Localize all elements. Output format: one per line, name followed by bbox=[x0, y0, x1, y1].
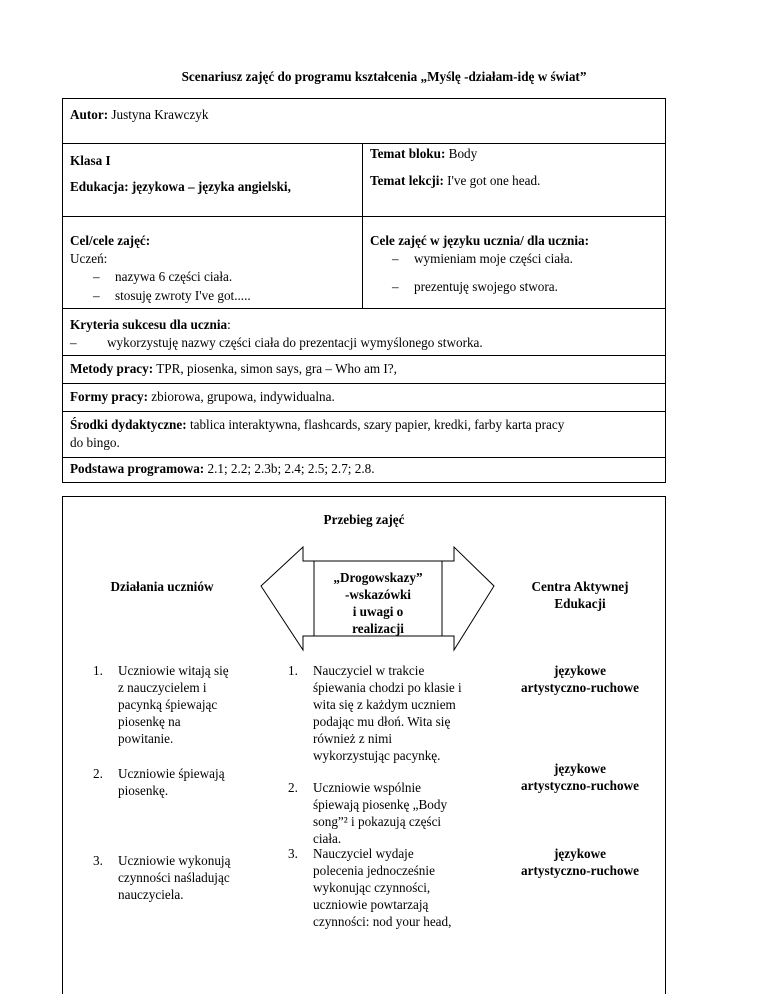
list-text-line: Nauczyciel w trakcie bbox=[313, 663, 425, 678]
podstawa-value: 2.1; 2.2; 2.3b; 2.4; 2.5; 2.7; 2.8. bbox=[204, 461, 375, 476]
list-text-line: pacynką śpiewając bbox=[118, 697, 218, 712]
cel-item-text: nazywa 6 części ciała. bbox=[115, 269, 233, 284]
kryteria-colon: : bbox=[227, 317, 231, 332]
list-text-line: wita się z każdym uczniem bbox=[313, 697, 456, 712]
col-header-left: Działania uczniów bbox=[110, 579, 214, 594]
list-text-line: wykonując czynności, bbox=[313, 880, 431, 895]
list-text-line: z nauczycielem i bbox=[118, 680, 207, 695]
cele-uczen-item-text: wymieniam moje części ciała. bbox=[414, 251, 573, 266]
dash-marker: – bbox=[392, 279, 399, 294]
list-text-line: powitanie. bbox=[118, 731, 174, 746]
col-header-mid bbox=[314, 569, 442, 637]
metody-label: Metody pracy: bbox=[70, 361, 154, 376]
list-text-line: Uczniowie witają się bbox=[118, 663, 229, 678]
list-text-line: piosenkę na bbox=[118, 714, 181, 729]
centrum-label: artystyczno-ruchowe bbox=[521, 778, 639, 793]
col-header-right bbox=[495, 578, 665, 612]
temat-lekcji-label: Temat lekcji: bbox=[370, 173, 444, 188]
list-number: 2. bbox=[288, 780, 298, 795]
temat-bloku-label: Temat bloku: bbox=[370, 146, 446, 161]
autor-label: Autor: bbox=[70, 107, 109, 122]
list-text-line: Uczniowie śpiewają bbox=[118, 766, 225, 781]
list-number: 1. bbox=[288, 663, 298, 678]
list-text-line: wykorzystując pacynkę. bbox=[313, 748, 441, 763]
cel-item-text: stosuję zwroty I've got..... bbox=[115, 288, 251, 303]
temat-lekcji-value: I've got one head. bbox=[443, 173, 541, 188]
formy-value: zbiorowa, grupowa, indywidualna. bbox=[148, 389, 335, 404]
right-list-item bbox=[495, 760, 665, 794]
col-header-mid-line: -wskazówki bbox=[345, 587, 411, 602]
autor-value: Justyna Krawczyk bbox=[108, 107, 209, 122]
list-text-line: śpiewają piosenkę „Body bbox=[313, 797, 448, 812]
list-number: 3. bbox=[288, 846, 298, 861]
kryteria-item-text: wykorzystuję nazwy części ciała do prezentacji wymyślonego stworka. bbox=[107, 335, 483, 350]
podstawa-label: Podstawa programowa: bbox=[70, 461, 205, 476]
dash-marker: – bbox=[93, 288, 100, 303]
list-text-line: śpiewania chodzi po klasie i bbox=[313, 680, 462, 695]
centrum-label: artystyczno-ruchowe bbox=[521, 680, 639, 695]
list-number: 2. bbox=[93, 766, 103, 781]
dash-marker: – bbox=[93, 269, 100, 284]
list-text-line: piosenkę. bbox=[118, 783, 169, 798]
col-header-right-line: Centra Aktywnej bbox=[531, 579, 629, 594]
klasa-label: Klasa I bbox=[70, 153, 111, 168]
right-list-item bbox=[495, 662, 665, 696]
list-text-line: podając mu dłoń. Wita się bbox=[313, 714, 451, 729]
list-text-line: polecenia jednocześnie bbox=[313, 863, 435, 878]
cel-label: Cel/cele zajęć: bbox=[70, 233, 151, 248]
col-header-mid-line: realizacji bbox=[352, 621, 404, 636]
przebieg-title: Przebieg zajęć bbox=[323, 512, 405, 527]
edukacja-label: Edukacja: językowa – języka angielski, bbox=[70, 179, 291, 194]
centrum-label: językowe bbox=[554, 761, 606, 776]
metody-value: TPR, piosenka, simon says, gra – Who am I?, bbox=[153, 361, 397, 376]
centrum-label: językowe bbox=[554, 663, 606, 678]
srodki-value-cont: do bingo. bbox=[70, 435, 120, 450]
list-text-line: czynności: nod your head, bbox=[313, 914, 452, 929]
list-text-line: również z nimi bbox=[313, 731, 393, 746]
list-text-line: uczniowie powtarzają bbox=[313, 897, 429, 912]
col-header-mid-line: i uwagi o bbox=[352, 604, 404, 619]
list-number: 3. bbox=[93, 853, 103, 868]
list-text-line: czynności naśladując bbox=[118, 870, 230, 885]
srodki-value: tablica interaktywna, flashcards, szary papier, kredki, farby karta pracy bbox=[186, 417, 565, 432]
kryteria-label: Kryteria sukcesu dla ucznia bbox=[70, 317, 228, 332]
col-header-mid-line: „Drogowskazy” bbox=[333, 570, 423, 585]
dash-marker: – bbox=[392, 251, 399, 266]
list-text-line: nauczyciela. bbox=[118, 887, 184, 902]
list-text-line: Nauczyciel wydaje bbox=[313, 846, 414, 861]
cel-intro: Uczeń: bbox=[70, 251, 108, 266]
list-text-line: song”² i pokazują części bbox=[313, 814, 442, 829]
col-header-right-line: Edukacji bbox=[554, 596, 606, 611]
temat-bloku-value: Body bbox=[445, 146, 478, 161]
cele-uczen-label: Cele zajęć w języku ucznia/ dla ucznia: bbox=[370, 233, 590, 248]
formy-label: Formy pracy: bbox=[70, 389, 148, 404]
centrum-label: artystyczno-ruchowe bbox=[521, 863, 639, 878]
right-list-item bbox=[495, 845, 665, 879]
list-number: 1. bbox=[93, 663, 103, 678]
dash-marker: – bbox=[70, 335, 77, 350]
list-text-line: ciała. bbox=[313, 831, 342, 846]
cele-uczen-item-text: prezentuję swojego stwora. bbox=[414, 279, 558, 294]
centrum-label: językowe bbox=[554, 846, 606, 861]
list-text-line: Uczniowie wspólnie bbox=[313, 780, 422, 795]
list-text-line: Uczniowie wykonują bbox=[118, 853, 231, 868]
document-title: Scenariusz zajęć do programu kształcenia „Myślę -działam-idę w świat” bbox=[181, 69, 587, 84]
srodki-label: Środki dydaktyczne: bbox=[70, 417, 187, 432]
